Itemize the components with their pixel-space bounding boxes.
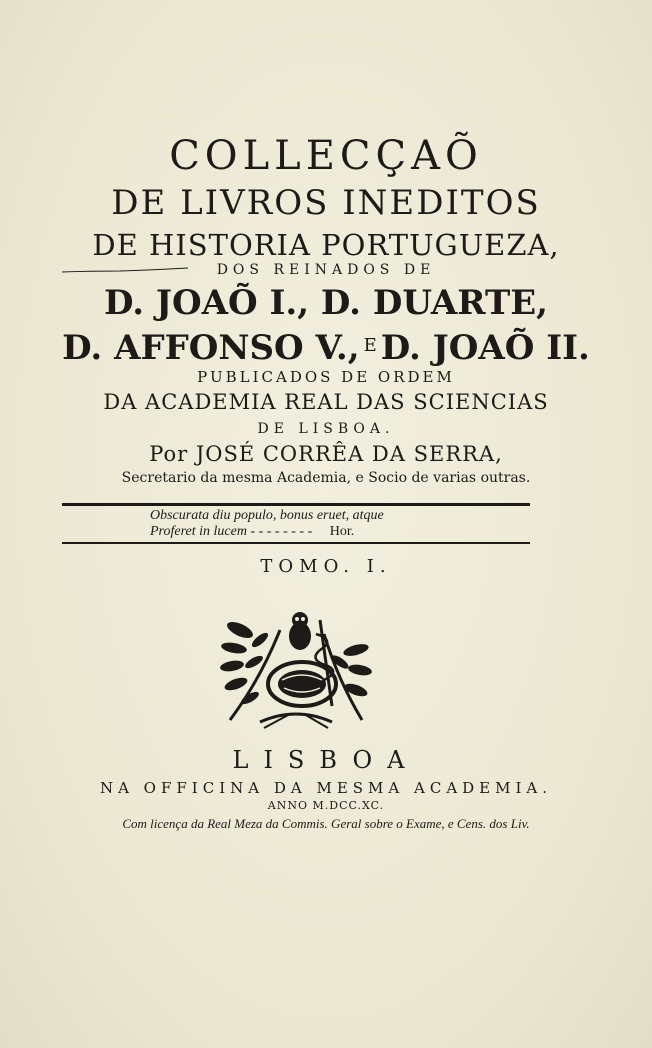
kings-line-2-conjunction: E: [363, 335, 377, 356]
motto-line-1: Obscurata diu populo, bonus eruet, atque: [150, 508, 384, 523]
editor-name: Por JOSÉ CORRÊA DA SERRA,: [149, 442, 503, 466]
imprint-city: LISBOA: [232, 746, 420, 774]
reigns-subtitle: DOS REINADOS DE: [216, 262, 436, 278]
imprint-year: ANNO M.DCC.XC.: [267, 799, 385, 812]
rule-top: [62, 503, 530, 506]
imprint-press: NA OFFICINA DA MESMA ACADEMIA.: [99, 779, 553, 797]
rule-bottom: [62, 542, 530, 544]
kings-line-2-a: D. AFFONSO V.,: [62, 328, 360, 368]
title-line-3: DE HISTORIA PORTUGUEZA,: [92, 228, 560, 262]
academy-name: DA ACADEMIA REAL DAS SCIENCIAS: [103, 390, 549, 414]
title-line-1: COLLECÇAÕ: [169, 133, 483, 179]
kings-line-2: [0, 328, 652, 368]
kings-line-2-c: D. JOAÕ II.: [380, 328, 590, 368]
academy-city: DE LISBOA.: [257, 421, 395, 437]
motto-attribution: Hor.: [329, 524, 355, 539]
motto-line-2-text: Proferet in lucem - - - - - - - -: [150, 524, 313, 539]
motto-line-2: [150, 524, 354, 540]
kings-line-1: D. JOAÕ I., D. DUARTE,: [103, 283, 549, 323]
academy-emblem-vignette: [220, 610, 372, 734]
volume-label: TOMO. I.: [260, 556, 392, 577]
title-line-2: DE LIVROS INEDITOS: [111, 183, 541, 223]
editor-title: Secretario da mesma Academia, e Socio de varias outras.: [121, 470, 531, 486]
imprint-license: Com licença da Real Meza da Commis. Geral sobre o Exame, e Cens. dos Liv.: [122, 816, 530, 831]
published-by: PUBLICADOS DE ORDEM: [197, 368, 455, 386]
